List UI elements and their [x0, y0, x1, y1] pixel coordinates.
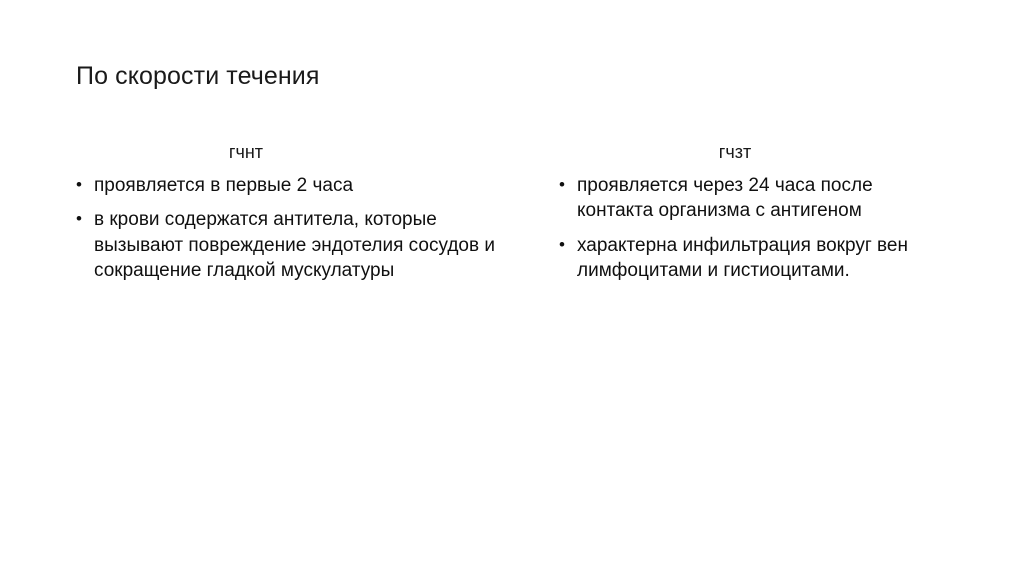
content-columns: [60, 142, 970, 292]
column-right: [510, 142, 960, 292]
column-right-heading: гчзт: [718, 142, 752, 162]
list-item-text: проявляется в первые 2 часа: [94, 175, 354, 196]
bullet-dot-icon: •: [76, 175, 82, 194]
page-title: По скорости течения: [76, 62, 320, 90]
list-item: [72, 173, 500, 198]
column-left: [60, 142, 510, 292]
list-item-text: характерна инфильтрация вокруг вен лимфоцитами и гистиоцитами.: [577, 234, 908, 281]
list-item-text: проявляется через 24 часа после контакта организма с антигеном: [577, 175, 873, 222]
list-item: [555, 233, 950, 284]
column-right-bullet-list: [555, 173, 950, 283]
column-left-bullet-list: [72, 173, 500, 283]
bullet-dot-icon: •: [559, 234, 565, 254]
bullet-dot-icon: •: [76, 209, 82, 229]
list-item: [555, 173, 950, 224]
column-left-heading: гчнт: [228, 142, 264, 162]
bullet-dot-icon: •: [559, 175, 565, 194]
list-item-text: в крови содержатся антитела, которые вызывают повреждение эндотелия сосудов и сокращение гладкой мускулатуры: [94, 209, 495, 281]
list-item: [72, 207, 500, 283]
